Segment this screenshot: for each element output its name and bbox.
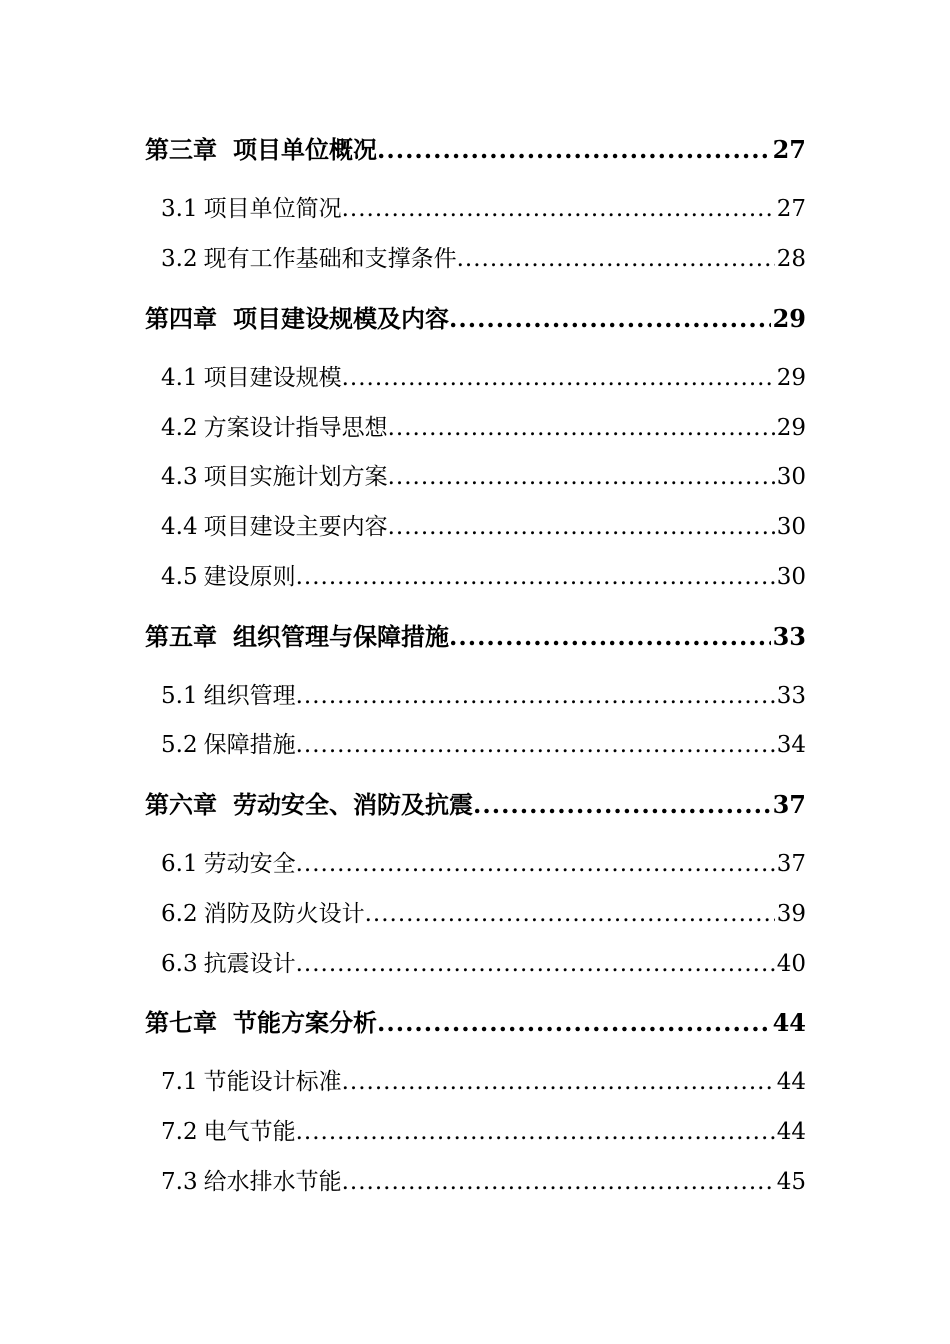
page-number: 39 — [776, 901, 806, 927]
dot-leader — [342, 1065, 775, 1099]
toc-entry-title — [161, 728, 296, 762]
page-number: 34 — [776, 732, 806, 758]
toc-section-3-2[interactable] — [161, 242, 806, 276]
dot-leader — [296, 1115, 775, 1149]
dot-leader — [296, 560, 775, 594]
dot-leader — [388, 460, 775, 494]
dot-leader — [296, 728, 775, 762]
toc-entry-title — [161, 897, 365, 931]
toc-entry-title — [161, 460, 388, 494]
section-number: 7.1 — [161, 1069, 198, 1095]
chapter-title: 项目建设规模及内容 — [233, 304, 449, 333]
dot-leader — [377, 1006, 771, 1040]
section-number: 5.2 — [161, 732, 198, 758]
section-number: 3.2 — [161, 246, 198, 272]
toc-entry-title — [161, 361, 342, 395]
dot-leader — [388, 510, 775, 544]
section-title: 给水排水节能 — [203, 1169, 342, 1195]
page-number: 45 — [776, 1169, 806, 1195]
toc-section-4-1[interactable] — [161, 361, 806, 395]
toc-chapter-7[interactable] — [145, 1006, 806, 1040]
dot-leader — [449, 620, 771, 654]
section-title: 保障措施 — [203, 732, 296, 758]
section-title: 电气节能 — [203, 1119, 296, 1145]
toc-section-3-1[interactable] — [161, 192, 806, 226]
page-number: 37 — [772, 790, 806, 819]
toc-entry-title — [161, 1065, 342, 1099]
page-number: 40 — [776, 951, 806, 977]
dot-leader — [342, 1165, 775, 1199]
chapter-title: 组织管理与保障措施 — [233, 622, 449, 651]
dot-leader — [388, 411, 775, 445]
toc-section-6-1[interactable] — [161, 847, 806, 881]
page-number: 33 — [772, 622, 806, 651]
toc-section-5-2[interactable] — [161, 728, 806, 762]
page-number: 44 — [776, 1119, 806, 1145]
section-number: 7.2 — [161, 1119, 198, 1145]
dot-leader — [296, 847, 775, 881]
toc-chapter-4[interactable] — [145, 302, 806, 336]
toc-entry-title — [161, 679, 296, 713]
chapter-title: 项目单位概况 — [233, 135, 377, 164]
chapter-number: 第五章 — [145, 622, 217, 651]
dot-leader — [296, 947, 775, 981]
section-title: 项目单位简况 — [203, 196, 342, 222]
section-number: 6.2 — [161, 901, 198, 927]
section-title: 项目实施计划方案 — [203, 464, 388, 490]
page-number: 37 — [776, 851, 806, 877]
dot-leader — [377, 133, 771, 167]
section-number: 5.1 — [161, 683, 198, 709]
toc-entry-title — [161, 1165, 342, 1199]
section-number: 4.4 — [161, 514, 198, 540]
page-number: 28 — [776, 246, 806, 272]
toc-entry-title — [145, 620, 449, 654]
toc-section-7-1[interactable] — [161, 1065, 806, 1099]
chapter-number: 第七章 — [145, 1008, 217, 1037]
toc-entry-title — [145, 302, 449, 336]
page-number: 27 — [772, 135, 806, 164]
section-title: 节能设计标准 — [203, 1069, 342, 1095]
toc-entry-title — [161, 411, 388, 445]
toc-chapter-3[interactable] — [145, 133, 806, 167]
section-title: 现有工作基础和支撑条件 — [203, 246, 457, 272]
section-title: 建设原则 — [203, 564, 296, 590]
section-title: 劳动安全 — [203, 851, 296, 877]
toc-section-6-3[interactable] — [161, 947, 806, 981]
dot-leader — [473, 788, 771, 822]
toc-entry-title — [161, 510, 388, 544]
page-number: 29 — [772, 304, 806, 333]
dot-leader — [457, 242, 775, 276]
chapter-number: 第六章 — [145, 790, 217, 819]
section-number: 4.1 — [161, 365, 198, 391]
section-number: 4.3 — [161, 464, 198, 490]
toc-section-4-2[interactable] — [161, 411, 806, 445]
toc-entry-title — [145, 788, 473, 822]
section-title: 项目建设主要内容 — [203, 514, 388, 540]
toc-section-7-2[interactable] — [161, 1115, 806, 1149]
dot-leader — [365, 897, 775, 931]
page-number: 44 — [772, 1008, 806, 1037]
toc-entry-title — [161, 192, 342, 226]
dot-leader — [296, 679, 775, 713]
section-title: 方案设计指导思想 — [203, 415, 388, 441]
section-title: 抗震设计 — [203, 951, 296, 977]
section-title: 消防及防火设计 — [203, 901, 365, 927]
dot-leader — [449, 302, 771, 336]
toc-chapter-5[interactable] — [145, 620, 806, 654]
toc-section-7-3[interactable] — [161, 1165, 806, 1199]
toc-entry-title — [161, 947, 296, 981]
page-number: 29 — [776, 365, 806, 391]
dot-leader — [342, 192, 775, 226]
page-number: 29 — [776, 415, 806, 441]
page-number: 30 — [776, 514, 806, 540]
chapter-title: 劳动安全、消防及抗震 — [233, 790, 473, 819]
toc-section-6-2[interactable] — [161, 897, 806, 931]
section-title: 组织管理 — [203, 683, 296, 709]
toc-entry-title — [161, 242, 457, 276]
toc-chapter-6[interactable] — [145, 788, 806, 822]
section-number: 4.5 — [161, 564, 198, 590]
toc-entry-title — [161, 560, 296, 594]
toc-entry-title — [145, 1006, 377, 1040]
toc-section-4-4[interactable] — [161, 510, 806, 544]
chapter-number: 第三章 — [145, 135, 217, 164]
page-number: 30 — [776, 464, 806, 490]
section-number: 6.3 — [161, 951, 198, 977]
toc-entry-title — [161, 1115, 296, 1149]
page-number: 30 — [776, 564, 806, 590]
page-number: 33 — [776, 683, 806, 709]
toc-section-4-5[interactable] — [161, 560, 806, 594]
toc-entry-title — [161, 847, 296, 881]
section-number: 6.1 — [161, 851, 198, 877]
section-number: 3.1 — [161, 196, 198, 222]
toc-section-4-3[interactable] — [161, 460, 806, 494]
page-number: 44 — [776, 1069, 806, 1095]
section-number: 7.3 — [161, 1169, 198, 1195]
chapter-title: 节能方案分析 — [233, 1008, 377, 1037]
dot-leader — [342, 361, 775, 395]
chapter-number: 第四章 — [145, 304, 217, 333]
section-number: 4.2 — [161, 415, 198, 441]
toc-entry-title — [145, 133, 377, 167]
section-title: 项目建设规模 — [203, 365, 342, 391]
toc-section-5-1[interactable] — [161, 679, 806, 713]
page-number: 27 — [776, 196, 806, 222]
